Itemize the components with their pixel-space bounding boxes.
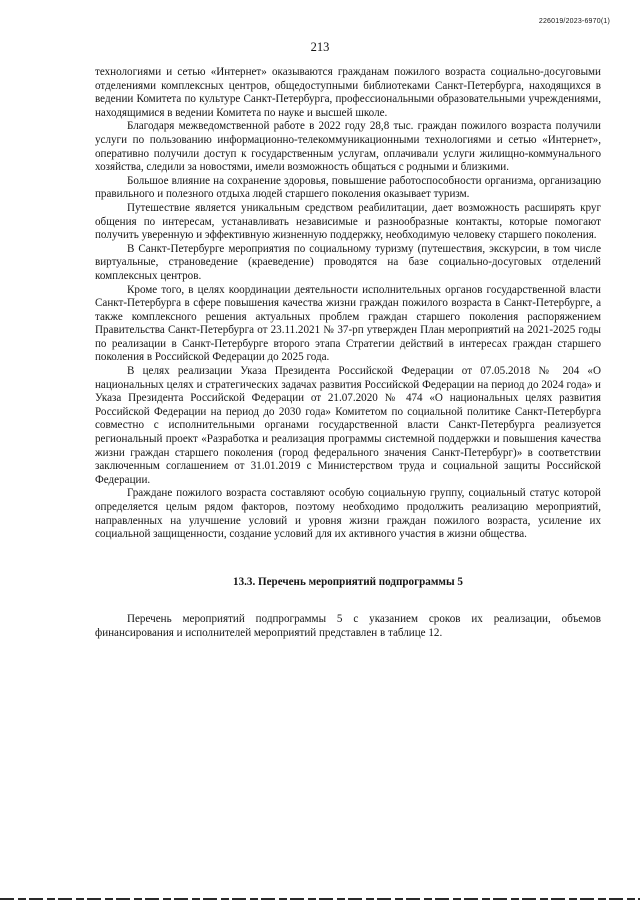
paragraph: Благодаря межведомственной работе в 2022 году 28,8 тыс. граждан пожилого возраста получили услуги по пользованию информационно-телекоммуникационными технологиями и сетью «Интернет», оперативно получили доступ к государственным услугам, оплачивали услуги жилищно-коммунального хозяйства, следили за новостями, имели возможность общаться с родными и близкими. [95,120,601,174]
paragraph: В целях реализации Указа Президента Российской Федерации от 07.05.2018 № 204 «О национальных целях и стратегических задачах развития Российской Федерации на период до 2024 года» и Указа Президента Российской Федерации от 21.07.2020 № 474 «О национальных целях развития Российской Федерации на период до 2030 года» Комитетом по социальной политике Санкт-Петербурга совместно с исполнительными органами государственной власти Санкт-Петербурга реализуется региональный проект «Разработка и реализация программы системной поддержки и повышения качества жизни граждан старшего поколения (город федерального значения Санкт-Петербург)» в соответствии заключенным соглашением от 31.01.2019 с Министерством труда и социальной защиты Российской Федерации. [95,365,601,486]
page-body [95,66,601,641]
paragraph-continued: технологиями и сетью «Интернет» оказываются гражданам пожилого возраста социально-досуговыми отделениями комплексных центров, общедоступными библиотеками Санкт-Петербурга, находящихся в ведении Комитета по культуре Санкт-Петербурга, профессиональными образовательными учреждениями, находящимися в ведении Комитета по науке и высшей школе. [95,66,601,119]
paragraph: Граждане пожилого возраста составляют особую социальную группу, социальный статус которой определяется целым рядом факторов, поэтому необходимо продолжить реализацию мероприятий, направленных на улучшение условий и уровня жизни граждан пожилого возраста, усиление их социальной защищенности, создание условий для их активного участия в жизни общества. [95,487,601,541]
scan-edge-line [0,898,640,900]
paragraph: В Санкт-Петербурге мероприятия по социальному туризму (путешествия, экскурсии, в том числе виртуальные, страноведение (краеведение) проводятся на базе социально-досуговых отделений комплексных центров. [95,242,601,282]
paragraph: Кроме того, в целях координации деятельности исполнительных органов государственной власти Санкт-Петербурга в сфере повышения качества жизни граждан пожилого возраста в Санкт-Петербурге, а также комплексного решения актуальных проблем граждан старшего поколения распоряжением Правительства Санкт-Петербурга от 23.11.2021 № 37-рп утвержден План мероприятий на 2021-2025 годы по реализации в Санкт-Петербурге второго этапа Стратегии действий в интересах граждан старшего поколения в Российской Федерации до 2025 года. [95,283,601,364]
section-title: 13.3. Перечень мероприятий подпрограммы 5 [233,575,463,588]
paragraph-final: Перечень мероприятий подпрограммы 5 с указанием сроков их реализации, объемов финансирования и исполнителей мероприятий представлен в таблице 12. [95,613,601,639]
paragraph: Путешествие является уникальным средством реабилитации, дает возможность расширять круг общения по интересам, устанавливать независимые и разнообразные контакты, которые помогают получить уверенную и эффективную жизненную поддержку, необходимую человеку старшего поколения. [95,201,601,242]
paragraph: Большое влияние на сохранение здоровья, повышение работоспособности организма, организацию правильного и полезного отдыха людей старшего поколения оказывает туризм. [95,174,601,201]
document-id: 226019/2023-6970(1) [538,18,610,25]
page-number: 213 [310,40,330,54]
